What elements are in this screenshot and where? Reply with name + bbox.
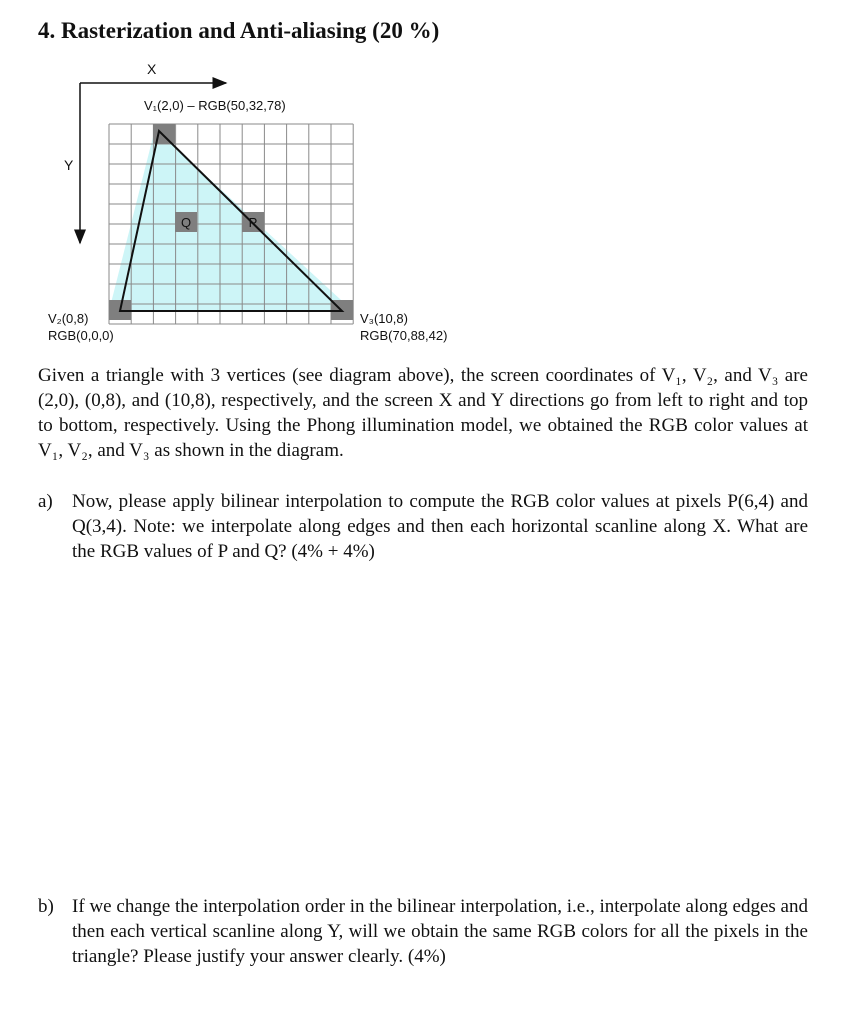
v3-rgb-label: RGB(70,88,42): [360, 328, 448, 343]
intro-paragraph: Given a triangle with 3 vertices (see diagram above), the screen coordinates of V₁, V₂, and V₃ are (2,0), (0,8), and (10,8), respectively, and the screen X and Y directions go from left to right and top to bottom, respectively. Using the Phong illumination model, we obtained the RGB color values at V₁, V₂, and V₃ as shown in the diagram.: [38, 365, 808, 461]
question-a-text: Now, please apply bilinear interpolation to compute the RGB color values at pixels P(6,4) and Q(3,4). Note: we interpolate along edges and then each horizontal scanline along X. What are the RGB values of P and Q? (4% + 4%): [72, 491, 808, 562]
v1-label: V₁(2,0) – RGB(50,32,78): [144, 98, 286, 113]
question-a: [38, 489, 808, 564]
question-a-label: a): [38, 491, 53, 512]
question-b-label: b): [38, 896, 54, 917]
v2-rgb-label: RGB(0,0,0): [48, 328, 114, 343]
v3-label: V₃(10,8): [360, 311, 408, 326]
question-b: [38, 894, 808, 969]
p-pixel-label: P: [248, 215, 258, 230]
question-b-text: If we change the interpolation order in the bilinear interpolation, i.e., interpolate along edges and then each vertical scanline along Y, will we obtain the same RGB colors for all the pixels in the triangle? Please justify your answer clearly. (4%): [72, 896, 808, 967]
x-axis-label: X: [147, 61, 157, 77]
v2-label: V₂(0,8): [48, 311, 89, 326]
y-axis-label: Y: [64, 157, 74, 173]
question-title: 4. Rasterization and Anti-aliasing (20 %): [38, 18, 440, 43]
triangle-diagram: [0, 55, 520, 355]
q-pixel-label: Q: [180, 215, 192, 230]
